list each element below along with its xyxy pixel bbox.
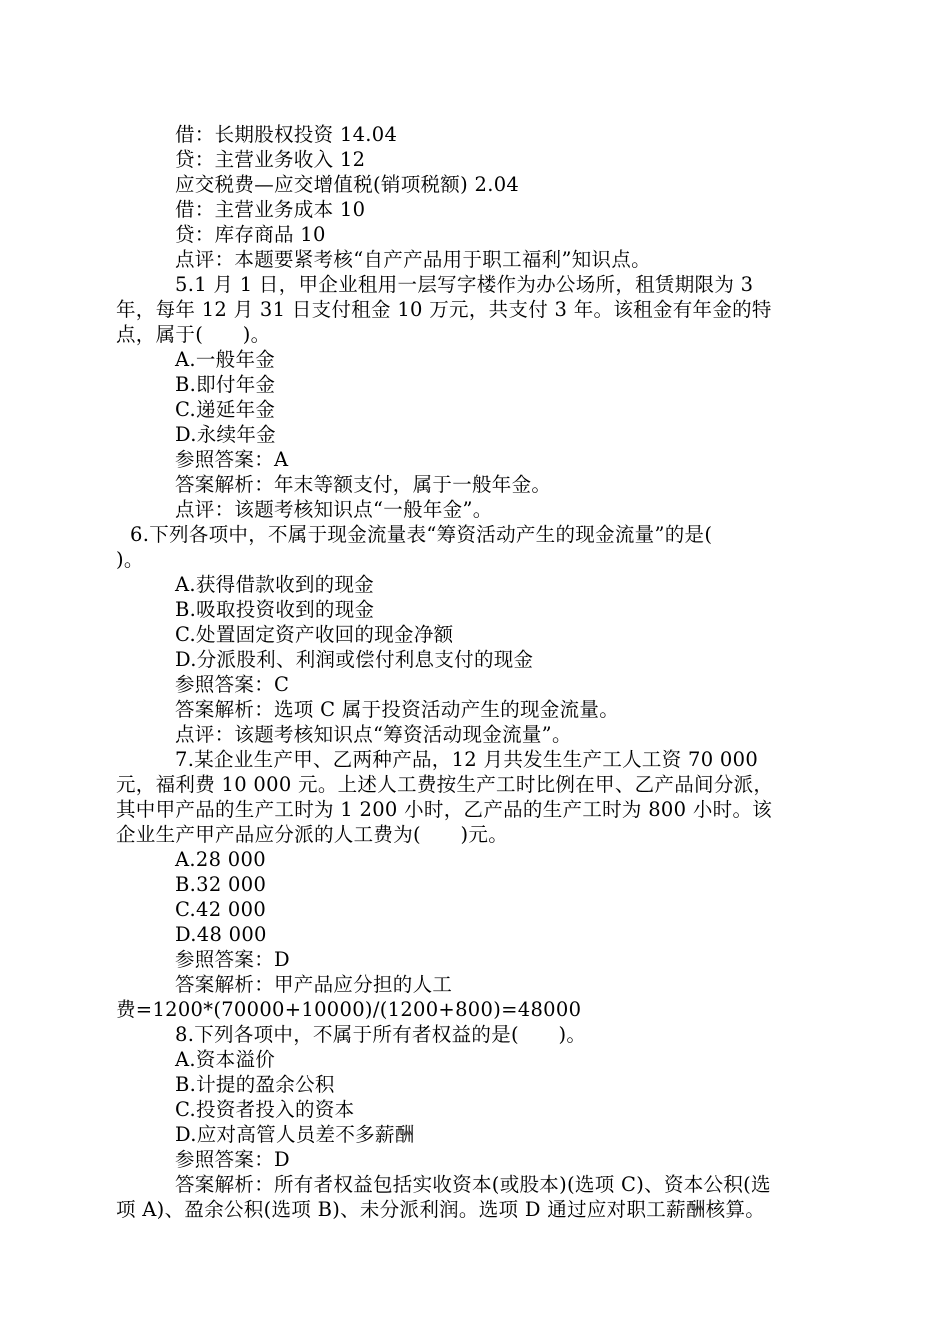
option-c: C.处置固定资产收回的现金净额	[175, 623, 454, 646]
document-page	[0, 122, 950, 1222]
option-c: C.投资者投入的资本	[175, 1098, 355, 1121]
option-b: B.吸取投资收到的现金	[175, 598, 375, 621]
option-a: A.获得借款收到的现金	[175, 573, 375, 596]
text-line: 贷：主营业务收入 12	[175, 148, 366, 171]
answer-line: 参照答案：D	[175, 948, 290, 971]
question-6-cont: )。	[116, 548, 144, 571]
text-line: 贷：库存商品 10	[175, 223, 326, 246]
explanation-line: 答案解析：所有者权益包括实收资本(或股本)(选项 C)、资本公积(选	[175, 1173, 771, 1196]
option-a: A.资本溢价	[175, 1048, 276, 1071]
option-d: D.应对高管人员差不多薪酬	[175, 1123, 415, 1146]
comment-line: 点评：本题要紧考核“自产产品用于职工福利”知识点。	[175, 248, 651, 271]
option-b: B.即付年金	[175, 373, 276, 396]
option-b: B.32 000	[175, 873, 267, 896]
option-d: D.永续年金	[175, 423, 276, 446]
question-5: 5.1 月 1 日，甲企业租用一层写字楼作为办公场所，租赁期限为 3	[175, 273, 754, 296]
explanation-formula: 费=1200*(70000+10000)/(1200+800)=48000	[116, 998, 582, 1021]
comment-line: 点评：该题考核知识点“筹资活动现金流量”。	[175, 723, 572, 746]
question-5-cont: 点，属于( )。	[116, 323, 271, 346]
option-a: A.一般年金	[175, 348, 276, 371]
question-8: 8.下列各项中，不属于所有者权益的是( )。	[175, 1023, 587, 1046]
text-line: 应交税费—应交增值税(销项税额) 2.04	[175, 173, 520, 196]
option-d: D.分派股利、利润或偿付利息支付的现金	[175, 648, 534, 671]
explanation-line-cont: 项 A)、盈余公积(选项 B)、未分派利润。选项 D 通过应对职工薪酬核算。	[116, 1198, 766, 1221]
text-line: 借：主营业务成本 10	[175, 198, 366, 221]
text-line: 借：长期股权投资 14.04	[175, 123, 398, 146]
question-7-cont: 企业生产甲产品应分派的人工费为( )元。	[116, 823, 509, 846]
explanation-line: 答案解析：选项 C 属于投资活动产生的现金流量。	[175, 698, 620, 721]
option-a: A.28 000	[175, 848, 266, 871]
explanation-line: 答案解析：甲产品应分担的人工	[175, 973, 453, 996]
question-7-cont: 元，福利费 10 000 元。上述人工费按生产工时比例在甲、乙产品间分派，	[116, 773, 774, 796]
explanation-line: 答案解析：年末等额支付，属于一般年金。	[175, 473, 552, 496]
comment-line: 点评：该题考核知识点“一般年金”。	[175, 498, 493, 521]
answer-line: 参照答案：A	[175, 448, 289, 471]
option-c: C.42 000	[175, 898, 267, 921]
question-7: 7.某企业生产甲、乙两种产品，12 月共发生生产工人工资 70 000	[175, 748, 759, 771]
option-d: D.48 000	[175, 923, 267, 946]
question-6: 6.下列各项中，不属于现金流量表“筹资活动产生的现金流量”的是(	[130, 523, 713, 546]
option-c: C.递延年金	[175, 398, 276, 421]
question-7-cont: 其中甲产品的生产工时为 1 200 小时，乙产品的生产工时为 800 小时。该	[116, 798, 773, 821]
answer-line: 参照答案：D	[175, 1148, 290, 1171]
question-5-cont: 年，每年 12 月 31 日支付租金 10 万元，共支付 3 年。该租金有年金的特	[116, 298, 772, 321]
option-b: B.计提的盈余公积	[175, 1073, 335, 1096]
answer-line: 参照答案：C	[175, 673, 290, 696]
